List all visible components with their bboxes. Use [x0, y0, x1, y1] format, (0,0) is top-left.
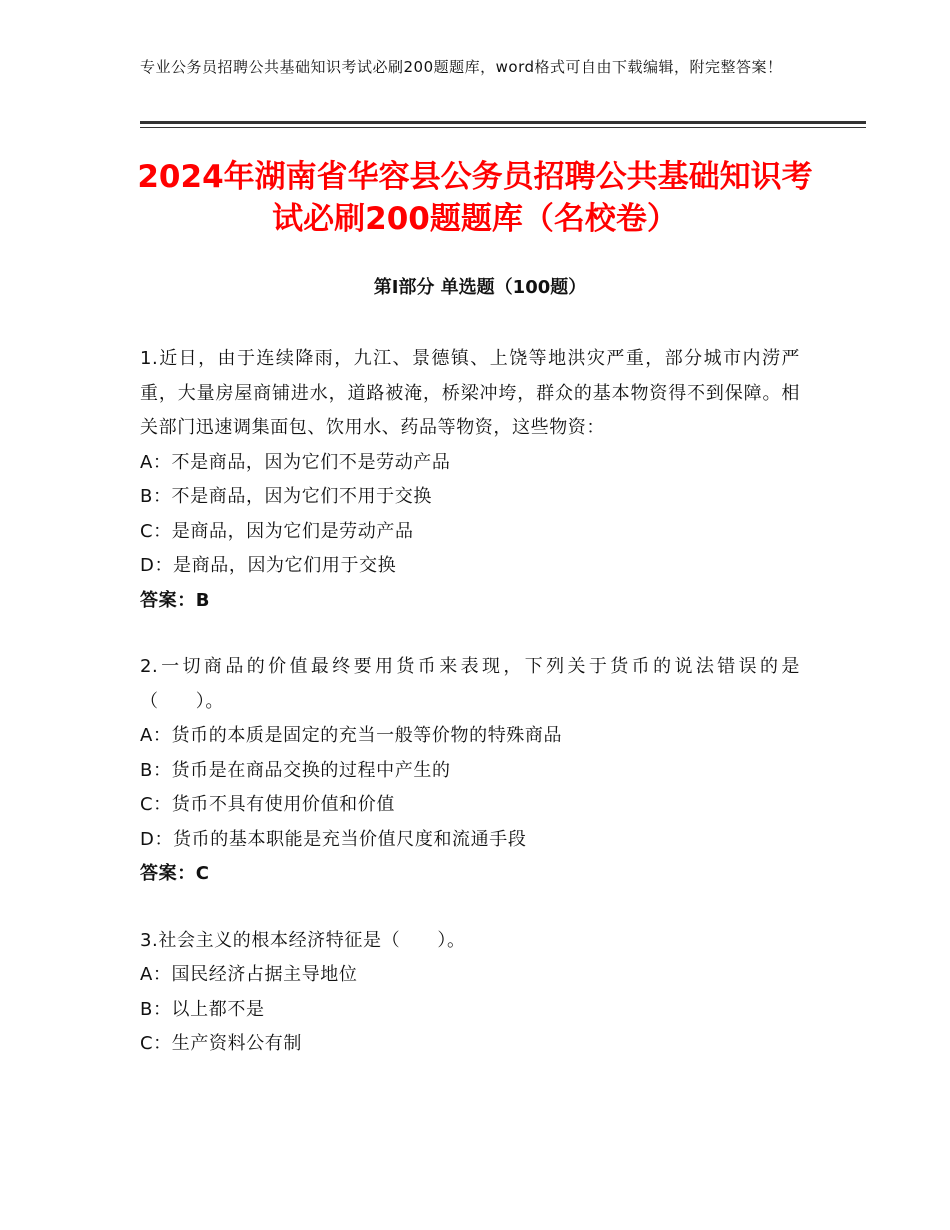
option-c: C：货币不具有使用价值和价值 — [140, 794, 395, 815]
option-a: A：国民经济占据主导地位 — [140, 964, 358, 985]
option-a: A：货币的本质是固定的充当一般等价物的特殊商品 — [140, 725, 563, 746]
header-note: 专业公务员招聘公共基础知识考试必刷200题题库，word格式可自由下载编辑，附完整答案！ — [140, 58, 783, 76]
option-b: B：货币是在商品交换的过程中产生的 — [140, 759, 451, 781]
option-a: A：不是商品，因为它们不是劳动产品 — [140, 451, 451, 473]
option-b: B：以上都不是 — [140, 998, 265, 1020]
question-stem: 3.社会主义的根本经济特征是（ ）。 — [140, 929, 466, 951]
section-heading: 第Ⅰ部分 单选题（100题） — [373, 277, 587, 298]
answer: 答案：B — [140, 589, 211, 611]
question-1 — [140, 342, 800, 618]
question-list — [140, 342, 800, 1094]
option-c: C：生产资料公有制 — [140, 1033, 302, 1054]
header-divider-thin — [140, 127, 866, 128]
answer: 答案：C — [140, 863, 210, 884]
question-2 — [140, 650, 800, 892]
question-stem: 1.近日，由于连续降雨，九江、景德镇、上饶等地洪灾严重，部分城市内涝严重，大量房屋商铺进水，道路被淹，桥梁冲垮，群众的基本物资得不到保障。相关部门迅速调集面包、饮用水、药品等物资，这些物资： — [140, 348, 800, 438]
option-d: D：货币的基本职能是充当价值尺度和流通手段 — [140, 828, 527, 850]
question-3 — [140, 924, 800, 1062]
header-divider-thick — [140, 121, 866, 124]
option-b: B：不是商品，因为它们不用于交换 — [140, 486, 432, 507]
question-stem: 2.一切商品的价值最终要用货币来表现，下列关于货币的说法错误的是（ ）。 — [140, 656, 800, 712]
option-d: D：是商品，因为它们用于交换 — [140, 555, 397, 576]
document-title: 2024年湖南省华容县公务员招聘公共基础知识考试必刷200题题库（名校卷） — [137, 159, 813, 237]
option-c: C：是商品，因为它们是劳动产品 — [140, 520, 414, 542]
